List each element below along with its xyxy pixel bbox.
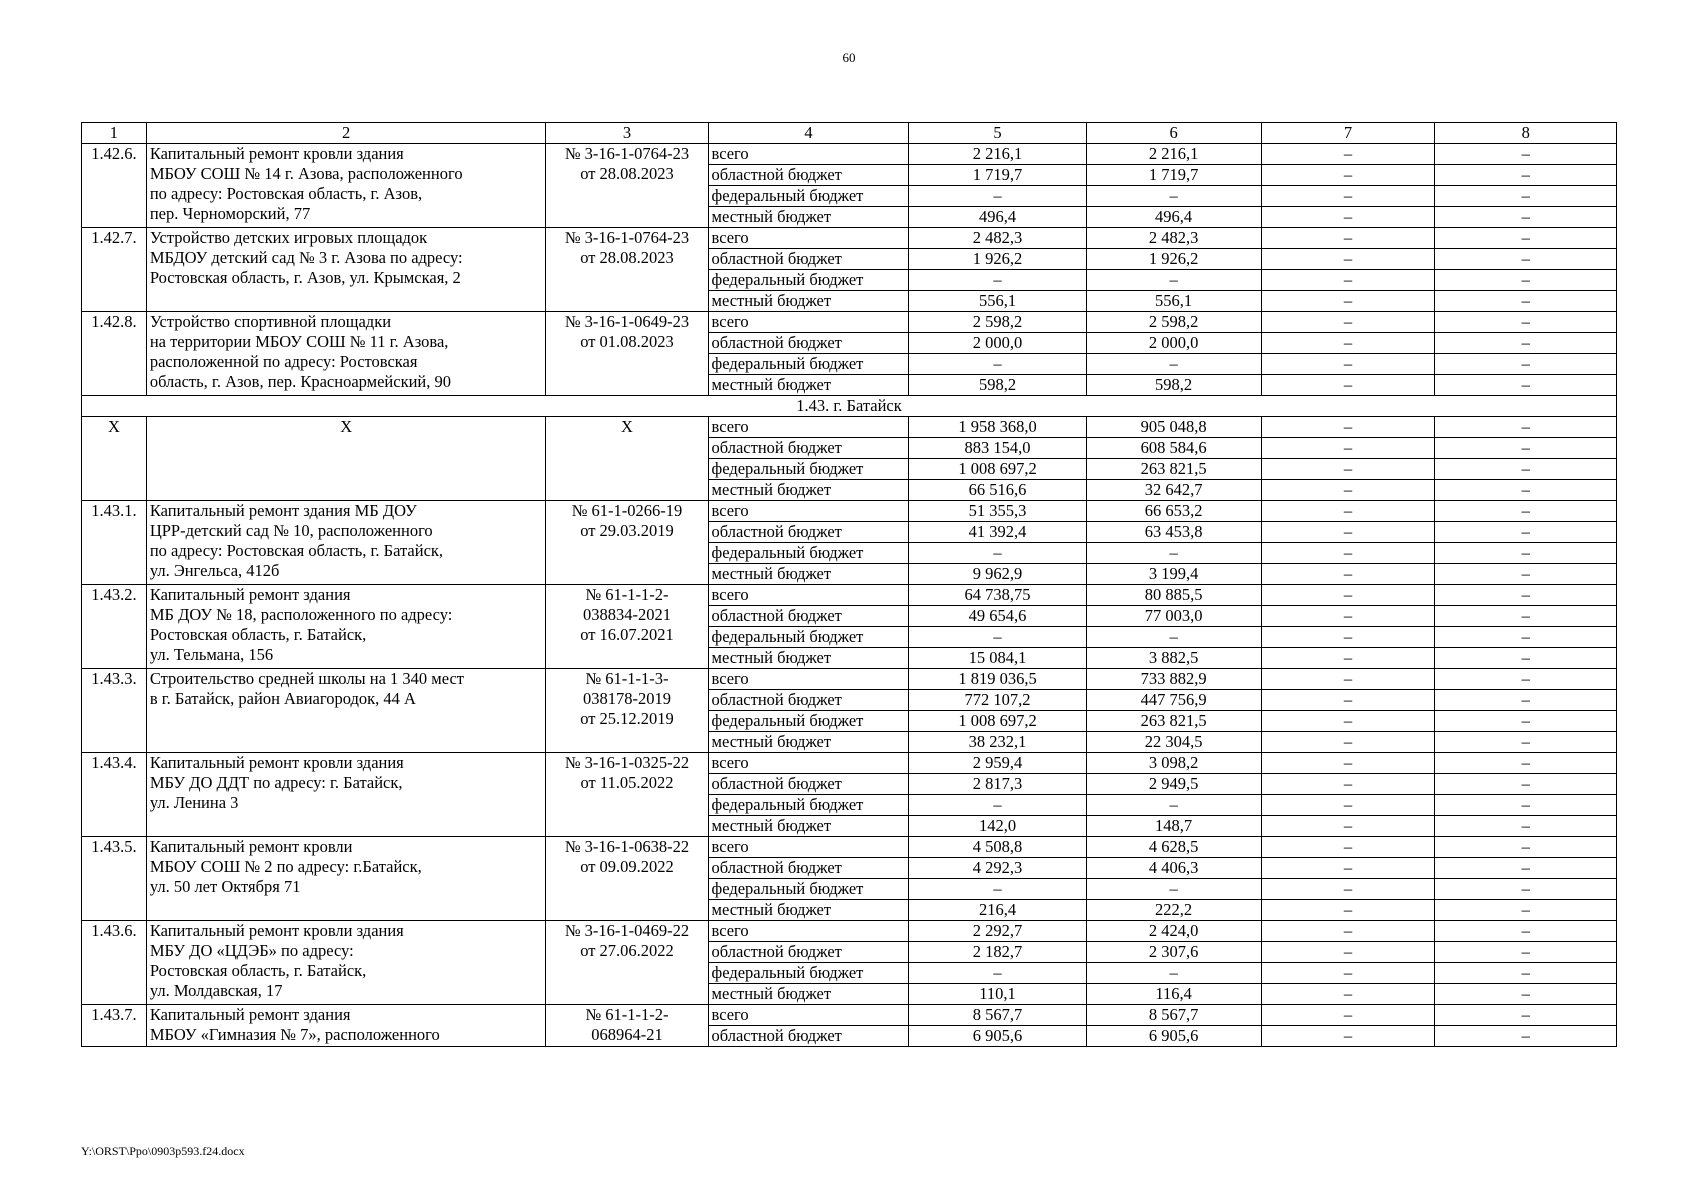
amount-col-6: 608 584,6	[1086, 438, 1261, 459]
amount-col-7: –	[1261, 459, 1435, 480]
item-description: Капитальный ремонт здания МБОУ «Гимназия № 7», расположенного	[146, 1005, 546, 1047]
amount-col-5: 1 008 697,2	[909, 711, 1086, 732]
amount-col-6: –	[1086, 270, 1261, 291]
item-document-reference: № 61-1-1-2- 038834-2021 от 16.07.2021	[546, 585, 708, 669]
amount-col-8: –	[1435, 291, 1617, 312]
amount-col-7: –	[1261, 438, 1435, 459]
funding-source: местный бюджет	[708, 375, 909, 396]
amount-col-8: –	[1435, 375, 1617, 396]
funding-source: всего	[708, 585, 909, 606]
amount-col-8: –	[1435, 942, 1617, 963]
amount-col-6: 598,2	[1086, 375, 1261, 396]
amount-col-7: –	[1261, 354, 1435, 375]
amount-col-5: 51 355,3	[909, 501, 1086, 522]
funding-source: федеральный бюджет	[708, 543, 909, 564]
amount-col-6: 3 199,4	[1086, 564, 1261, 585]
table-row	[82, 921, 1617, 942]
amount-col-5: 15 084,1	[909, 648, 1086, 669]
funding-source: федеральный бюджет	[708, 711, 909, 732]
funding-source: федеральный бюджет	[708, 354, 909, 375]
amount-col-6: 2 424,0	[1086, 921, 1261, 942]
amount-col-8: –	[1435, 165, 1617, 186]
amount-col-8: –	[1435, 354, 1617, 375]
amount-col-8: –	[1435, 312, 1617, 333]
item-number: 1.43.7.	[82, 1005, 147, 1047]
funding-source: федеральный бюджет	[708, 795, 909, 816]
funding-source: всего	[708, 837, 909, 858]
amount-col-8: –	[1435, 900, 1617, 921]
item-document-reference: № 61-1-1-2- 068964-21	[546, 1005, 708, 1047]
funding-source: местный бюджет	[708, 984, 909, 1005]
amount-col-6: 496,4	[1086, 207, 1261, 228]
amount-col-7: –	[1261, 648, 1435, 669]
amount-col-8: –	[1435, 627, 1617, 648]
amount-col-5: 2 482,3	[909, 228, 1086, 249]
funding-source: местный бюджет	[708, 207, 909, 228]
amount-col-8: –	[1435, 144, 1617, 165]
item-number: X	[82, 417, 147, 501]
funding-source: областной бюджет	[708, 606, 909, 627]
table-body	[82, 123, 1617, 1047]
amount-col-5: –	[909, 627, 1086, 648]
amount-col-6: 222,2	[1086, 900, 1261, 921]
amount-col-7: –	[1261, 627, 1435, 648]
amount-col-7: –	[1261, 732, 1435, 753]
table-row	[82, 417, 1617, 438]
item-number: 1.42.6.	[82, 144, 147, 228]
funding-source: местный бюджет	[708, 564, 909, 585]
amount-col-5: 2 598,2	[909, 312, 1086, 333]
amount-col-8: –	[1435, 585, 1617, 606]
amount-col-7: –	[1261, 858, 1435, 879]
amount-col-8: –	[1435, 333, 1617, 354]
funding-source: областной бюджет	[708, 438, 909, 459]
section-heading-row	[82, 396, 1617, 417]
funding-source: областной бюджет	[708, 774, 909, 795]
item-document-reference: № 3-16-1-0325-22 от 11.05.2022	[546, 753, 708, 837]
amount-col-7: –	[1261, 417, 1435, 438]
item-description: Устройство детских игровых площадок МБДОУ детский сад № 3 г. Азова по адресу: Ростовская область, г. Азов, ул. Крымская, 2	[146, 228, 546, 312]
amount-col-7: –	[1261, 900, 1435, 921]
table-row	[82, 753, 1617, 774]
amount-col-6: 1 926,2	[1086, 249, 1261, 270]
amount-col-6: 2 216,1	[1086, 144, 1261, 165]
amount-col-7: –	[1261, 543, 1435, 564]
amount-col-7: –	[1261, 753, 1435, 774]
amount-col-8: –	[1435, 732, 1617, 753]
item-document-reference: № 3-16-1-0469-22 от 27.06.2022	[546, 921, 708, 1005]
amount-col-8: –	[1435, 207, 1617, 228]
amount-col-8: –	[1435, 606, 1617, 627]
amount-col-7: –	[1261, 228, 1435, 249]
amount-col-8: –	[1435, 648, 1617, 669]
amount-col-8: –	[1435, 858, 1617, 879]
item-document-reference: № 61-1-0266-19 от 29.03.2019	[546, 501, 708, 585]
column-number-1: 1	[82, 123, 147, 144]
amount-col-6: 447 756,9	[1086, 690, 1261, 711]
funding-source: областной бюджет	[708, 1026, 909, 1047]
amount-col-8: –	[1435, 186, 1617, 207]
item-description: Капитальный ремонт кровли здания МБОУ СОШ № 14 г. Азова, расположенного по адресу: Ростовская область, г. Азов, пер. Черноморский, 77	[146, 144, 546, 228]
item-number: 1.43.3.	[82, 669, 147, 753]
column-number-3: 3	[546, 123, 708, 144]
amount-col-8: –	[1435, 963, 1617, 984]
amount-col-5: –	[909, 795, 1086, 816]
amount-col-7: –	[1261, 270, 1435, 291]
amount-col-5: 598,2	[909, 375, 1086, 396]
amount-col-6: 3 098,2	[1086, 753, 1261, 774]
amount-col-6: –	[1086, 795, 1261, 816]
amount-col-7: –	[1261, 165, 1435, 186]
amount-col-7: –	[1261, 501, 1435, 522]
amount-col-6: –	[1086, 543, 1261, 564]
amount-col-5: 216,4	[909, 900, 1086, 921]
amount-col-7: –	[1261, 249, 1435, 270]
amount-col-7: –	[1261, 606, 1435, 627]
amount-col-8: –	[1435, 501, 1617, 522]
amount-col-7: –	[1261, 837, 1435, 858]
amount-col-8: –	[1435, 774, 1617, 795]
footer-file-path: Y:\ORST\Ppo\0903p593.f24.docx	[81, 1144, 245, 1158]
table-row	[82, 1005, 1617, 1026]
item-number: 1.43.6.	[82, 921, 147, 1005]
funding-source: всего	[708, 228, 909, 249]
amount-col-5: 4 508,8	[909, 837, 1086, 858]
amount-col-6: 2 000,0	[1086, 333, 1261, 354]
amount-col-5: 1 958 368,0	[909, 417, 1086, 438]
amount-col-7: –	[1261, 186, 1435, 207]
amount-col-6: 66 653,2	[1086, 501, 1261, 522]
amount-col-8: –	[1435, 753, 1617, 774]
funding-source: областной бюджет	[708, 858, 909, 879]
amount-col-6: 2 598,2	[1086, 312, 1261, 333]
amount-col-7: –	[1261, 207, 1435, 228]
amount-col-7: –	[1261, 942, 1435, 963]
amount-col-6: –	[1086, 879, 1261, 900]
funding-source: местный бюджет	[708, 648, 909, 669]
funding-source: всего	[708, 921, 909, 942]
amount-col-8: –	[1435, 249, 1617, 270]
item-number: 1.43.4.	[82, 753, 147, 837]
amount-col-7: –	[1261, 585, 1435, 606]
amount-col-6: –	[1086, 354, 1261, 375]
funding-source: федеральный бюджет	[708, 879, 909, 900]
amount-col-8: –	[1435, 228, 1617, 249]
amount-col-8: –	[1435, 438, 1617, 459]
amount-col-6: 32 642,7	[1086, 480, 1261, 501]
amount-col-6: 4 628,5	[1086, 837, 1261, 858]
amount-col-8: –	[1435, 837, 1617, 858]
amount-col-6: 556,1	[1086, 291, 1261, 312]
column-number-7: 7	[1261, 123, 1435, 144]
funding-source: федеральный бюджет	[708, 963, 909, 984]
amount-col-7: –	[1261, 291, 1435, 312]
amount-col-6: 8 567,7	[1086, 1005, 1261, 1026]
amount-col-8: –	[1435, 480, 1617, 501]
amount-col-5: 8 567,7	[909, 1005, 1086, 1026]
amount-col-8: –	[1435, 795, 1617, 816]
item-description: Строительство средней школы на 1 340 мест в г. Батайск, район Авиагородок, 44 А	[146, 669, 546, 753]
amount-col-5: –	[909, 963, 1086, 984]
amount-col-7: –	[1261, 984, 1435, 1005]
amount-col-8: –	[1435, 984, 1617, 1005]
amount-col-6: –	[1086, 627, 1261, 648]
amount-col-5: 2 959,4	[909, 753, 1086, 774]
amount-col-6: 6 905,6	[1086, 1026, 1261, 1047]
amount-col-7: –	[1261, 795, 1435, 816]
amount-col-7: –	[1261, 816, 1435, 837]
amount-col-7: –	[1261, 774, 1435, 795]
item-number: 1.43.2.	[82, 585, 147, 669]
item-description: Капитальный ремонт здания МБ ДОУ № 18, расположенного по адресу: Ростовская область, г. Батайск, ул. Тельмана, 156	[146, 585, 546, 669]
amount-col-6: 63 453,8	[1086, 522, 1261, 543]
table-row	[82, 585, 1617, 606]
item-number: 1.42.7.	[82, 228, 147, 312]
item-document-reference: № 3-16-1-0649-23 от 01.08.2023	[546, 312, 708, 396]
amount-col-6: 80 885,5	[1086, 585, 1261, 606]
amount-col-6: 1 719,7	[1086, 165, 1261, 186]
amount-col-7: –	[1261, 1026, 1435, 1047]
funding-source: местный бюджет	[708, 291, 909, 312]
funding-source: местный бюджет	[708, 480, 909, 501]
amount-col-5: 142,0	[909, 816, 1086, 837]
amount-col-6: 148,7	[1086, 816, 1261, 837]
funding-source: областной бюджет	[708, 690, 909, 711]
amount-col-8: –	[1435, 921, 1617, 942]
column-number-row	[82, 123, 1617, 144]
amount-col-5: 6 905,6	[909, 1026, 1086, 1047]
amount-col-7: –	[1261, 144, 1435, 165]
section-heading: 1.43. г. Батайск	[82, 396, 1617, 417]
amount-col-6: 77 003,0	[1086, 606, 1261, 627]
amount-col-8: –	[1435, 459, 1617, 480]
funding-source: местный бюджет	[708, 732, 909, 753]
amount-col-8: –	[1435, 669, 1617, 690]
amount-col-7: –	[1261, 921, 1435, 942]
item-number: 1.43.5.	[82, 837, 147, 921]
amount-col-8: –	[1435, 417, 1617, 438]
amount-col-7: –	[1261, 312, 1435, 333]
funding-source: федеральный бюджет	[708, 627, 909, 648]
amount-col-5: –	[909, 270, 1086, 291]
item-document-reference: № 3-16-1-0764-23 от 28.08.2023	[546, 228, 708, 312]
amount-col-5: 4 292,3	[909, 858, 1086, 879]
page-number: 60	[842, 50, 856, 65]
amount-col-5: 1 719,7	[909, 165, 1086, 186]
amount-col-7: –	[1261, 711, 1435, 732]
amount-col-6: 905 048,8	[1086, 417, 1261, 438]
amount-col-5: 1 819 036,5	[909, 669, 1086, 690]
amount-col-6: 2 307,6	[1086, 942, 1261, 963]
amount-col-8: –	[1435, 816, 1617, 837]
amount-col-5: 2 292,7	[909, 921, 1086, 942]
amount-col-6: 2 482,3	[1086, 228, 1261, 249]
amount-col-7: –	[1261, 879, 1435, 900]
amount-col-7: –	[1261, 375, 1435, 396]
item-description: Капитальный ремонт кровли МБОУ СОШ № 2 по адресу: г.Батайск, ул. 50 лет Октября 71	[146, 837, 546, 921]
amount-col-7: –	[1261, 690, 1435, 711]
amount-col-5: 1 008 697,2	[909, 459, 1086, 480]
amount-col-7: –	[1261, 564, 1435, 585]
funding-source: всего	[708, 501, 909, 522]
funding-source: всего	[708, 1005, 909, 1026]
amount-col-5: –	[909, 354, 1086, 375]
funding-source: областной бюджет	[708, 249, 909, 270]
amount-col-5: –	[909, 186, 1086, 207]
amount-col-5: 2 182,7	[909, 942, 1086, 963]
amount-col-6: 3 882,5	[1086, 648, 1261, 669]
funding-source: всего	[708, 669, 909, 690]
funding-source: областной бюджет	[708, 522, 909, 543]
funding-source: всего	[708, 753, 909, 774]
amount-col-8: –	[1435, 1005, 1617, 1026]
amount-col-5: 496,4	[909, 207, 1086, 228]
item-document-reference: № 3-16-1-0638-22 от 09.09.2022	[546, 837, 708, 921]
item-number: 1.43.1.	[82, 501, 147, 585]
table-row	[82, 501, 1617, 522]
column-number-2: 2	[146, 123, 546, 144]
amount-col-8: –	[1435, 564, 1617, 585]
amount-col-5: 9 962,9	[909, 564, 1086, 585]
amount-col-5: 1 926,2	[909, 249, 1086, 270]
item-description: Устройство спортивной площадки на территории МБОУ СОШ № 11 г. Азова, расположенной по адресу: Ростовская область, г. Азов, пер. Красноармейский, 90	[146, 312, 546, 396]
amount-col-8: –	[1435, 1026, 1617, 1047]
funding-source: всего	[708, 312, 909, 333]
item-description: Капитальный ремонт кровли здания МБУ ДО «ЦДЭБ» по адресу: Ростовская область, г. Батайск, ул. Молдавская, 17	[146, 921, 546, 1005]
amount-col-8: –	[1435, 270, 1617, 291]
amount-col-6: 263 821,5	[1086, 711, 1261, 732]
amount-col-7: –	[1261, 963, 1435, 984]
amount-col-5: 64 738,75	[909, 585, 1086, 606]
table-row	[82, 228, 1617, 249]
item-description: Капитальный ремонт здания МБ ДОУ ЦРР-детский сад № 10, расположенного по адресу: Ростовская область, г. Батайск, ул. Энгельса, 412б	[146, 501, 546, 585]
column-number-8: 8	[1435, 123, 1617, 144]
item-document-reference: № 3-16-1-0764-23 от 28.08.2023	[546, 144, 708, 228]
amount-col-8: –	[1435, 522, 1617, 543]
amount-col-6: 4 406,3	[1086, 858, 1261, 879]
funding-source: областной бюджет	[708, 333, 909, 354]
funding-source: всего	[708, 417, 909, 438]
amount-col-8: –	[1435, 543, 1617, 564]
funding-source: всего	[708, 144, 909, 165]
amount-col-8: –	[1435, 711, 1617, 732]
amount-col-6: –	[1086, 186, 1261, 207]
table-row	[82, 669, 1617, 690]
amount-col-7: –	[1261, 1005, 1435, 1026]
amount-col-6: 2 949,5	[1086, 774, 1261, 795]
column-number-4: 4	[708, 123, 909, 144]
amount-col-5: 2 000,0	[909, 333, 1086, 354]
item-document-reference: № 61-1-1-3- 038178-2019 от 25.12.2019	[546, 669, 708, 753]
amount-col-8: –	[1435, 690, 1617, 711]
amount-col-8: –	[1435, 879, 1617, 900]
item-number: 1.42.8.	[82, 312, 147, 396]
amount-col-6: 116,4	[1086, 984, 1261, 1005]
amount-col-5: –	[909, 543, 1086, 564]
item-description: X	[146, 417, 546, 501]
amount-col-6: –	[1086, 963, 1261, 984]
column-number-6: 6	[1086, 123, 1261, 144]
amount-col-5: 2 817,3	[909, 774, 1086, 795]
table-row	[82, 837, 1617, 858]
amount-col-5: 556,1	[909, 291, 1086, 312]
funding-source: местный бюджет	[708, 816, 909, 837]
column-number-5: 5	[909, 123, 1086, 144]
amount-col-5: 49 654,6	[909, 606, 1086, 627]
funding-source: федеральный бюджет	[708, 270, 909, 291]
table-row	[82, 144, 1617, 165]
amount-col-6: 733 882,9	[1086, 669, 1261, 690]
funding-source: федеральный бюджет	[708, 459, 909, 480]
item-document-reference: X	[546, 417, 708, 501]
amount-col-5: 772 107,2	[909, 690, 1086, 711]
amount-col-5: 66 516,6	[909, 480, 1086, 501]
amount-col-5: 38 232,1	[909, 732, 1086, 753]
funding-source: областной бюджет	[708, 165, 909, 186]
funding-source: федеральный бюджет	[708, 186, 909, 207]
amount-col-5: –	[909, 879, 1086, 900]
amount-col-7: –	[1261, 669, 1435, 690]
amount-col-5: 41 392,4	[909, 522, 1086, 543]
table-row	[82, 312, 1617, 333]
amount-col-5: 2 216,1	[909, 144, 1086, 165]
item-description: Капитальный ремонт кровли здания МБУ ДО ДДТ по адресу: г. Батайск, ул. Ленина 3	[146, 753, 546, 837]
funding-source: областной бюджет	[708, 942, 909, 963]
amount-col-6: 22 304,5	[1086, 732, 1261, 753]
funding-source: местный бюджет	[708, 900, 909, 921]
amount-col-7: –	[1261, 480, 1435, 501]
amount-col-7: –	[1261, 522, 1435, 543]
amount-col-5: 110,1	[909, 984, 1086, 1005]
budget-table	[81, 122, 1617, 1047]
amount-col-7: –	[1261, 333, 1435, 354]
amount-col-5: 883 154,0	[909, 438, 1086, 459]
amount-col-6: 263 821,5	[1086, 459, 1261, 480]
